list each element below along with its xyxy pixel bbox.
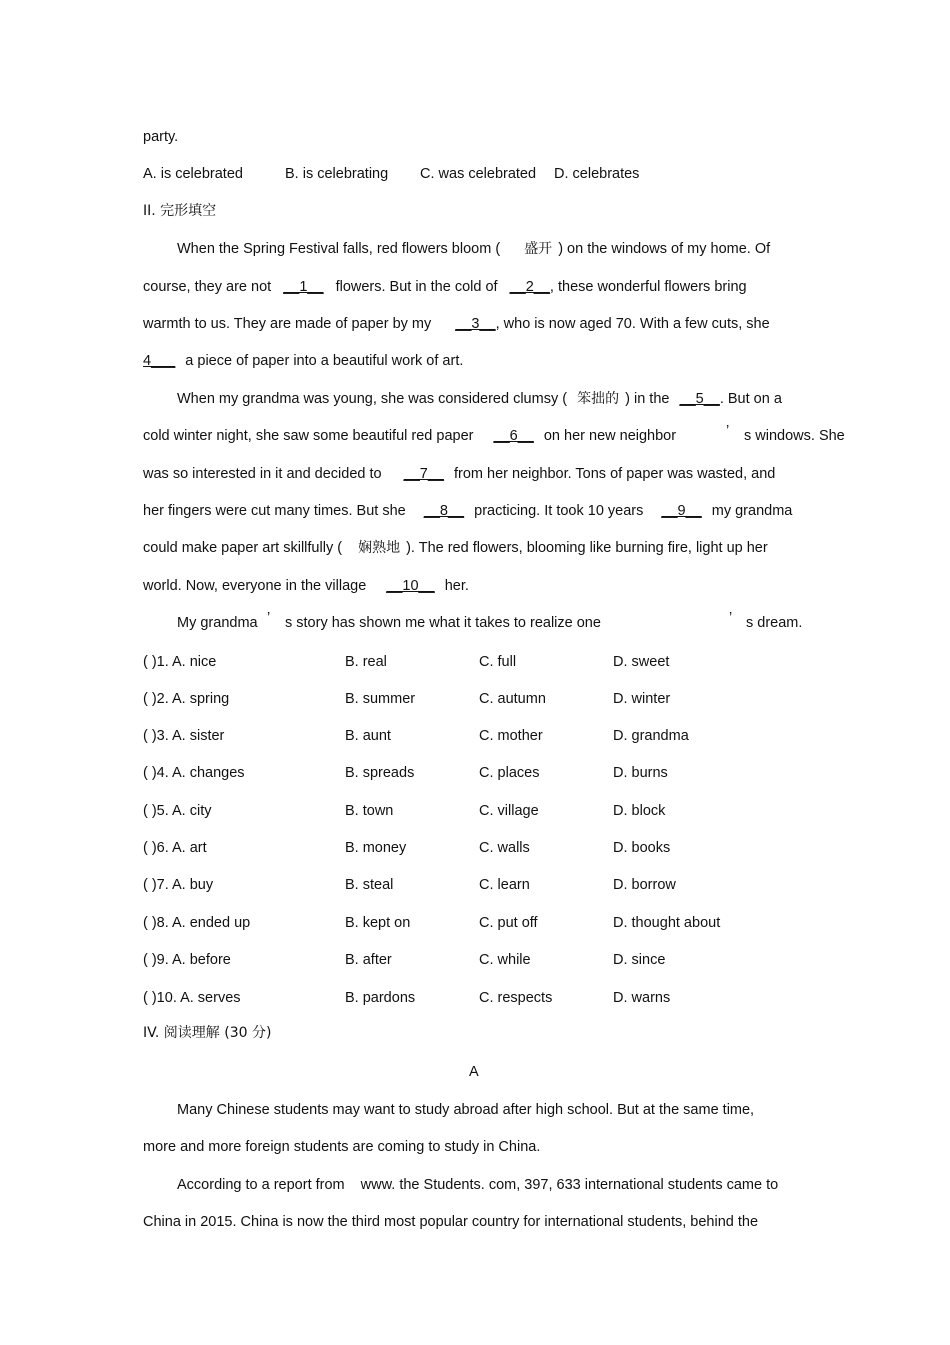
p1-line4: 4___ a piece of paper into a beautiful work of art.	[143, 353, 464, 369]
option-d: D. block	[613, 803, 666, 819]
option-b: B. kept on	[345, 915, 411, 931]
option-d: D. sweet	[613, 654, 670, 670]
p3-part1: My grandma	[177, 615, 258, 631]
option-c: C. autumn	[479, 691, 546, 707]
option-c: C. full	[479, 654, 517, 670]
question-num: ( )9. A. before	[143, 952, 231, 968]
option-c: C. walls	[479, 840, 530, 856]
option-c: C. put off	[479, 915, 538, 931]
prev-option-d: D. celebrates	[554, 166, 640, 182]
blank-1: __1__	[283, 279, 324, 295]
prev-option-a: A. is celebrated	[143, 166, 243, 182]
reading-p2-line1: According to a report from www. the Students. com, 397, 633 international students came to	[177, 1177, 779, 1193]
blank-5: __5__	[679, 391, 720, 407]
question-num: ( )6. A. art	[143, 840, 207, 856]
blank-6: __6__	[493, 428, 534, 444]
reading-p1-line1: Many Chinese students may want to study abroad after high school. But at the same time,	[177, 1102, 755, 1118]
reading-p2-line2: China in 2015. China is now the third most popular country for international students, behind the	[143, 1214, 759, 1230]
option-d: D. borrow	[613, 877, 676, 893]
option-c: C. learn	[479, 877, 530, 893]
option-c: C. village	[479, 803, 539, 819]
reading-p1-line2: more and more foreign students are coming to study in China.	[143, 1139, 541, 1155]
option-d: D. books	[613, 840, 671, 856]
blank-3: __3__	[455, 316, 496, 332]
option-c: C. while	[479, 952, 531, 968]
blank-2: __2__	[509, 279, 550, 295]
blank-9: __9__	[661, 503, 702, 519]
option-d: D. grandma	[613, 728, 689, 744]
option-d: D. burns	[613, 765, 668, 781]
p2-line4: her fingers were cut many times. But she __8__ practicing. It took 10 years __9__ my grandma	[143, 503, 793, 519]
p2-line6: world. Now, everyone in the village __10__ her.	[143, 578, 469, 594]
option-b: B. spreads	[345, 765, 415, 781]
question-num: ( )2. A. spring	[143, 691, 230, 707]
apostrophe: ’	[726, 423, 730, 439]
question-num: ( )1. A. nice	[143, 654, 217, 670]
option-c: C. places	[479, 765, 540, 781]
question-num: ( )5. A. city	[143, 803, 212, 819]
option-b: B. town	[345, 803, 394, 819]
chinese-gloss: 娴熟地	[358, 540, 401, 556]
reading-heading: IV. 阅读理解 (30 分)	[143, 1025, 272, 1041]
option-c: C. mother	[479, 728, 543, 744]
p2-line3: was so interested in it and decided to __7__ from her neighbor. Tons of paper was wasted, and	[143, 466, 776, 482]
p1-line1: When the Spring Festival falls, red flowers bloom ( 盛开 ) on the windows of my home. Of	[177, 241, 771, 257]
option-b: B. aunt	[345, 728, 391, 744]
apostrophe: ’	[729, 610, 733, 626]
p2-line2: cold winter night, she saw some beautiful red paper __6__ on her new neighbor	[143, 428, 677, 444]
option-b: B. summer	[345, 691, 416, 707]
passage-label: A	[469, 1064, 479, 1080]
question-num: ( )3. A. sister	[143, 728, 225, 744]
blank-8: __8__	[423, 503, 465, 519]
p3-part2: s story has shown me what it takes to realize one	[285, 615, 601, 631]
option-d: D. thought about	[613, 915, 721, 931]
p3-part3: s dream.	[746, 615, 803, 631]
question-num: ( )7. A. buy	[143, 877, 214, 893]
question-num: ( )8. A. ended up	[143, 915, 251, 931]
prev-question-tail: party.	[143, 129, 179, 145]
option-b: B. real	[345, 654, 387, 670]
option-b: B. after	[345, 952, 392, 968]
p1-line2: course, they are not __1__ flowers. But in the cold of __2__, these wonderful flowers bring	[143, 279, 747, 295]
blank-4: 4___	[143, 353, 176, 369]
option-b: B. money	[345, 840, 407, 856]
p2-line2-end: s windows. She	[744, 428, 845, 444]
question-num: ( )4. A. changes	[143, 765, 245, 781]
option-d: D. since	[613, 952, 666, 968]
option-c: C. respects	[479, 990, 553, 1006]
option-d: D. warns	[613, 990, 671, 1006]
apostrophe: ’	[267, 610, 271, 626]
p2-line5: could make paper art skillfully ( 娴熟地 ). The red flowers, blooming like burning fire, light up her	[143, 540, 768, 556]
chinese-gloss: 盛开	[524, 241, 553, 257]
option-b: B. pardons	[345, 990, 416, 1006]
option-d: D. winter	[613, 691, 671, 707]
question-num: ( )10. A. serves	[143, 990, 241, 1006]
blank-10: __10__	[386, 578, 435, 594]
prev-option-c: C. was celebrated	[420, 166, 537, 182]
prev-option-b: B. is celebrating	[285, 166, 389, 182]
p1-line3: warmth to us. They are made of paper by my __3__, who is now aged 70. With a few cuts, she	[143, 316, 770, 332]
option-b: B. steal	[345, 877, 394, 893]
chinese-gloss: 笨拙的	[577, 391, 620, 407]
blank-7: __7__	[403, 466, 444, 482]
p2-line1: When my grandma was young, she was considered clumsy ( 笨拙的 ) in the __5__. But on a	[177, 391, 782, 407]
cloze-heading: II. 完形填空	[143, 203, 217, 219]
